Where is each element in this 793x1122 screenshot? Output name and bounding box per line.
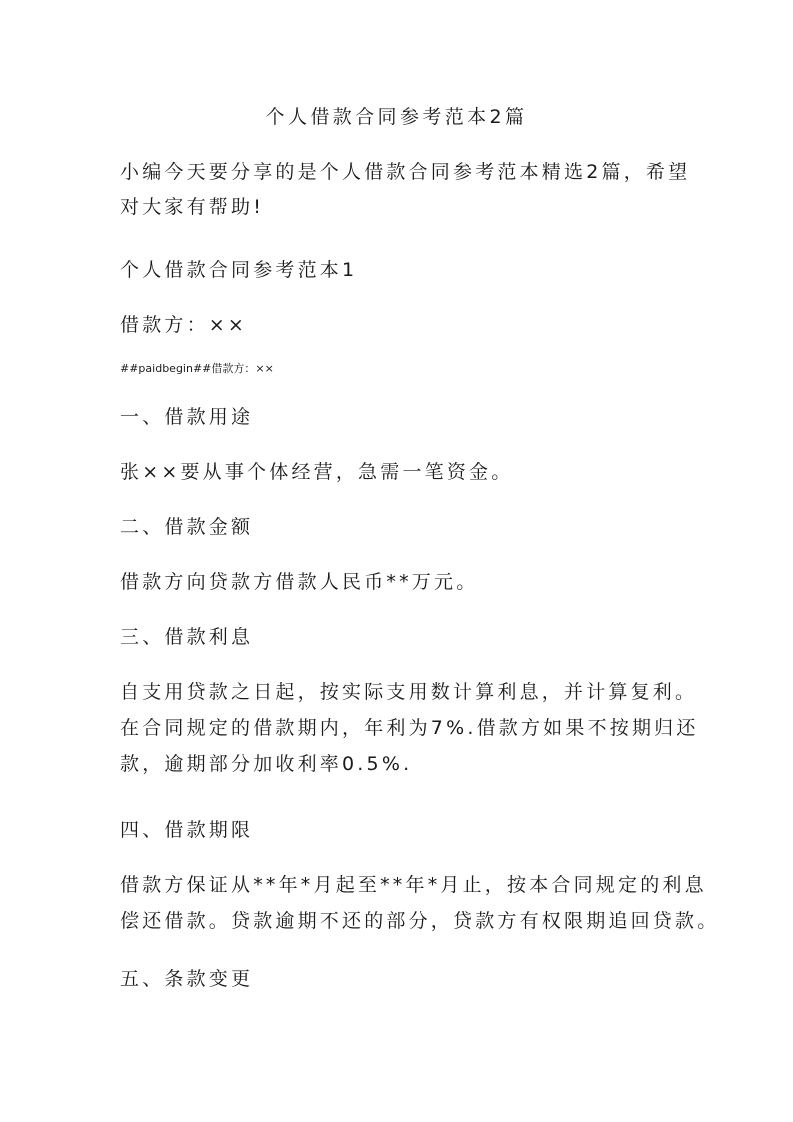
section-heading-3: 三、借款利息 xyxy=(120,626,254,648)
section-heading-1: 一、借款用途 xyxy=(120,406,254,428)
intro-line-1: 小编今天要分享的是个人借款合同参考范本精选2篇，希望 xyxy=(120,161,691,183)
document-title: 个人借款合同参考范本2篇 xyxy=(265,106,528,128)
subtitle: 个人借款合同参考范本1 xyxy=(120,259,358,281)
section-heading-5: 五、条款变更 xyxy=(120,968,254,990)
section-body-2-line-1: 借款方向贷款方借款人民币**万元。 xyxy=(120,571,479,593)
intro-line-2: 对大家有帮助! xyxy=(120,196,265,218)
section-body-1-line-1: 张××要从事个体经营，急需一笔资金。 xyxy=(120,461,514,483)
section-body-4-line-1: 借款方保证从**年*月起至**年*月止，按本合同规定的利息 xyxy=(120,874,707,896)
section-body-3-line-1: 自支用贷款之日起，按实际支用数计算利息，并计算复利。 xyxy=(120,681,698,703)
section-body-4-line-2: 偿还借款。贷款逾期不还的部分，贷款方有权限期追回贷款。 xyxy=(120,910,720,932)
section-body-3-line-2: 在合同规定的借款期内，年利为7%.借款方如果不按期归还 xyxy=(120,717,699,739)
section-heading-4: 四、借款期限 xyxy=(120,819,254,841)
section-heading-2: 二、借款金额 xyxy=(120,516,254,538)
section-body-3-line-3: 款，逾期部分加收利率0.5%. xyxy=(120,753,413,775)
paid-marker: ##paidbegin##借款方：×× xyxy=(120,362,274,375)
borrower-line: 借款方：×× xyxy=(120,314,248,336)
